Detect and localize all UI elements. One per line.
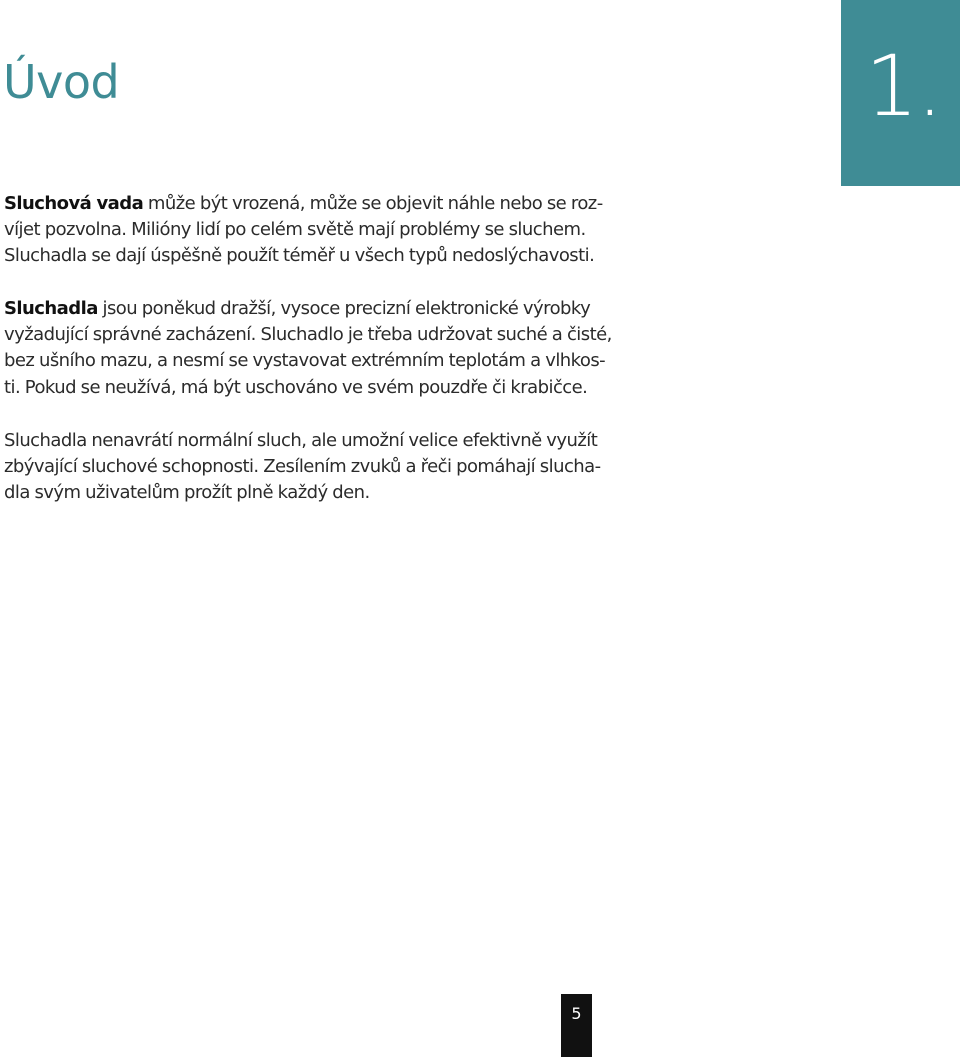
paragraph-3-line-1: [4, 428, 597, 454]
paragraph-2-line-4: [4, 375, 587, 401]
chapter-tab: [841, 0, 960, 186]
line-text: ti. Pokud se neužívá, má být uschováno ve svém pouzdře či krabičce.: [4, 377, 588, 398]
paragraph-2-line-2: [4, 322, 612, 348]
paragraph-1-line-1: [4, 191, 603, 217]
line-text: bez ušního mazu, a nesmí se vystavovat extrémním teplotám a vlhkos-: [4, 350, 606, 371]
paragraph-1-line-2: [4, 217, 586, 243]
line-text: dla svým uživatelům prožít plně každý den.: [4, 482, 370, 503]
paragraph-2-line-3: [4, 348, 605, 374]
paragraph-3-line-2: [4, 454, 601, 480]
line-text: víjet pozvolna. Milióny lidí po celém světě mají problémy se sluchem.: [4, 219, 586, 240]
line-text: jsou poněkud dražší, vysoce precizní elektronické výrobky: [97, 298, 591, 319]
chapter-number: 1.: [865, 37, 942, 135]
page-title: Úvod: [3, 55, 120, 109]
line-text: Sluchadla se dají úspěšně použít téměř u všech typů nedoslýchavosti.: [4, 245, 595, 266]
line-text: zbývající sluchové schopnosti. Zesílením zvuků a řeči pomáhají slucha-: [4, 456, 601, 477]
paragraph-2-line-1: [4, 296, 590, 322]
bold-term: Sluchadla: [4, 298, 98, 319]
page-number: 5: [571, 1004, 582, 1023]
page-number-box: [561, 994, 592, 1057]
bold-term: Sluchová vada: [4, 193, 144, 214]
paragraph-1-line-3: [4, 243, 594, 269]
line-text: může být vrozená, může se objevit náhle nebo se roz-: [143, 193, 603, 214]
paragraph-3-line-3: [4, 480, 370, 506]
line-text: vyžadující správné zacházení. Sluchadlo je třeba udržovat suché a čisté,: [4, 324, 612, 345]
line-text: Sluchadla nenavrátí normální sluch, ale umožní velice efektivně využít: [4, 430, 598, 451]
